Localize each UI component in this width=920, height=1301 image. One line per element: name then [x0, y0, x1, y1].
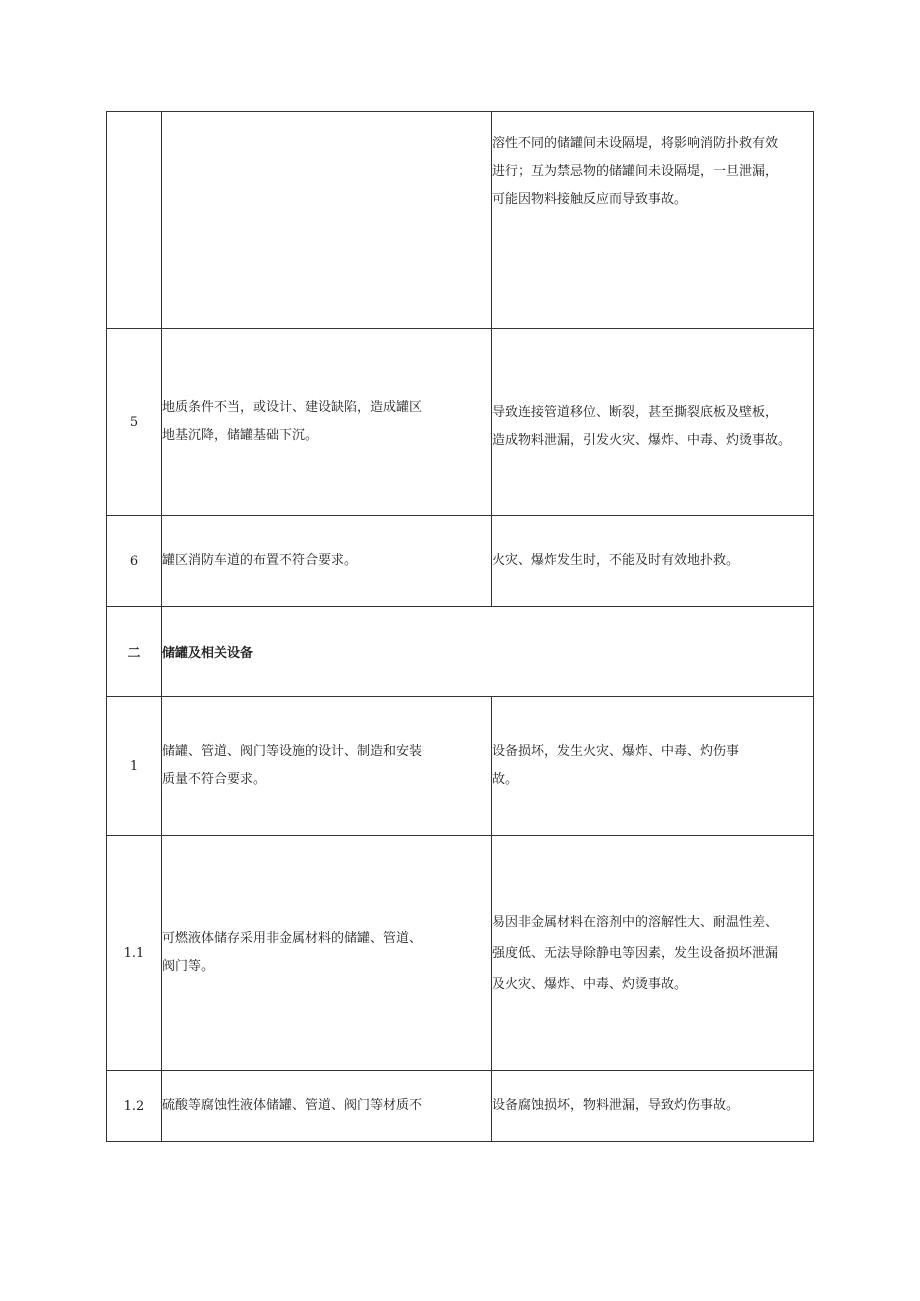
hazard-description: [162, 697, 492, 836]
hazard-description: [162, 836, 492, 1071]
consequence: [492, 1071, 814, 1142]
hazard-description: [162, 329, 492, 516]
text-line: 可燃液体储存采用非金属材料的储罐、管道、: [162, 931, 423, 946]
section-header-row: [107, 607, 814, 697]
text-line: 进行；互为禁忌物的储罐间未设隔堤，一旦泄漏，: [492, 164, 779, 179]
hazard-description: [162, 516, 492, 607]
text-line: 强度低、无法导除静电等因素，发生设备损坏泄漏: [492, 945, 779, 961]
text-line: 地基沉降，储罐基础下沉。: [162, 428, 319, 443]
text-line: 罐区消防车道的布置不符合要求。: [162, 553, 358, 568]
text-line: 设备损坏，发生火灾、爆炸、中毒、灼伤事: [492, 744, 740, 759]
row-number: 6: [107, 516, 162, 607]
text-line: 易因非金属材料在溶剂中的溶解性大、耐温性差、: [492, 914, 779, 930]
row-number: 5: [107, 329, 162, 516]
section-title: 储罐及相关设备: [162, 607, 814, 697]
hazard-table: [106, 111, 814, 1142]
text-line: 及火灾、爆炸、中毒、灼烫事故。: [492, 976, 688, 992]
text-line: 储罐、管道、阀门等设施的设计、制造和安装: [162, 744, 423, 759]
consequence: [492, 836, 814, 1071]
table-row: [107, 112, 814, 329]
text-line: 可能因物料接触反应而导致事故。: [492, 192, 688, 207]
table-row: [107, 836, 814, 1071]
text-line: 地质条件不当，或设计、建设缺陷，造成罐区: [162, 400, 423, 415]
hazard-description: [162, 1071, 492, 1142]
table-row: [107, 516, 814, 607]
consequence: [492, 329, 814, 516]
text-line: 溶性不同的储罐间未设隔堤，将影响消防扑救有效: [492, 136, 779, 151]
section-number: 二: [107, 607, 162, 697]
text-line: 质量不符合要求。: [162, 772, 267, 787]
text-line: 造成物料泄漏，引发火灾、爆炸、中毒、灼烫事故。: [492, 433, 792, 448]
row-number: [107, 112, 162, 329]
consequence: [492, 516, 814, 607]
text-line: 阀门等。: [162, 959, 215, 974]
row-number: 1: [107, 697, 162, 836]
text-line: 设备腐蚀损坏，物料泄漏，导致灼伤事故。: [492, 1098, 740, 1113]
text-line: 导致连接管道移位、断裂，甚至撕裂底板及壁板，: [492, 405, 779, 420]
consequence: [492, 697, 814, 836]
consequence: [492, 112, 814, 329]
table-row: [107, 697, 814, 836]
text-line: 故。: [492, 772, 519, 787]
table-row: [107, 329, 814, 516]
text-line: 硫酸等腐蚀性液体储罐、管道、阀门等材质不: [162, 1098, 423, 1113]
row-number: 1.2: [107, 1071, 162, 1142]
row-number: 1.1: [107, 836, 162, 1071]
hazard-description: [162, 112, 492, 329]
table-row: [107, 1071, 814, 1142]
text-line: 火灾、爆炸发生时，不能及时有效地扑救。: [492, 553, 740, 568]
